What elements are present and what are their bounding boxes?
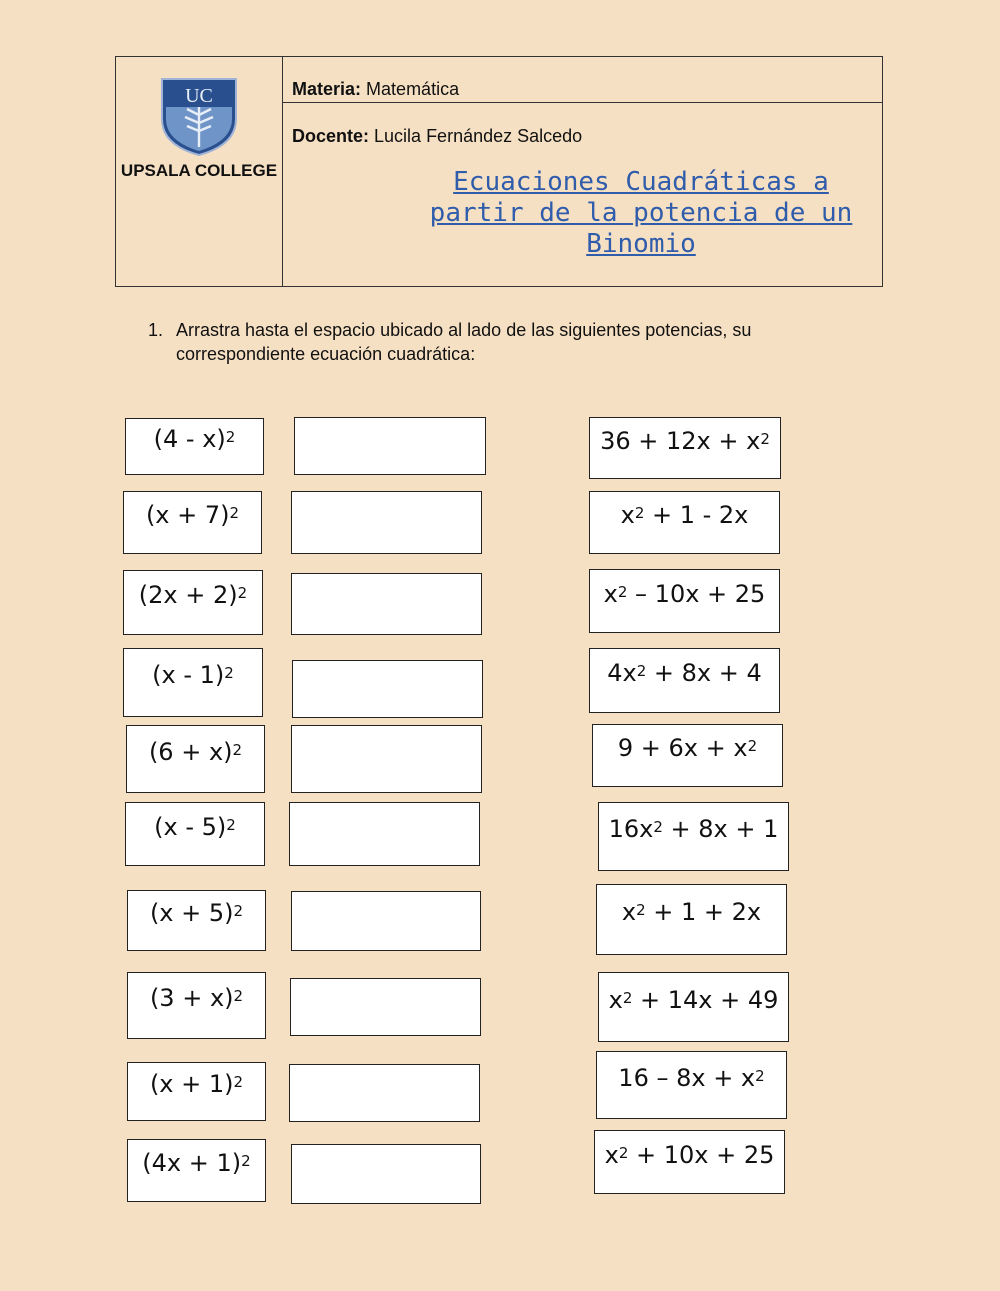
answer-exponent: 2 <box>653 818 663 836</box>
draggable-answer[interactable] <box>598 802 789 871</box>
answer-text: + 14x + 49 <box>632 985 779 1014</box>
college-name: UPSALA COLLEGE <box>120 161 278 180</box>
binomial-box <box>125 418 264 475</box>
binomial-box <box>123 491 262 554</box>
draggable-answer[interactable] <box>598 972 789 1042</box>
docente-label: Docente: <box>292 126 370 146</box>
draggable-answer[interactable] <box>594 1130 785 1194</box>
draggable-answer[interactable] <box>589 569 780 633</box>
draggable-answer[interactable] <box>589 491 780 554</box>
instruction-text: Arrastra hasta el espacio ubicado al lado de las siguientes potencias, su correspondiente ecuación cuadrática: <box>176 320 752 364</box>
binomial-base: (x + 1) <box>149 1070 234 1098</box>
materia-value: Matemática <box>366 79 460 99</box>
binomial-base: (x + 7) <box>145 501 230 529</box>
binomial-exponent: 2 <box>226 815 236 834</box>
answer-text: 9 + 6x + x <box>617 734 748 762</box>
binomial-exponent: 2 <box>224 664 234 682</box>
binomial-base: (3 + x) <box>149 984 234 1012</box>
answer-text: 16x <box>608 815 654 843</box>
answer-drop-zone[interactable] <box>290 978 481 1036</box>
binomial-box <box>127 1139 266 1202</box>
answer-text: x <box>620 501 635 529</box>
draggable-answer[interactable] <box>596 1051 787 1119</box>
binomial-base: (4x + 1) <box>142 1149 242 1177</box>
svg-text:UC: UC <box>185 85 213 107</box>
binomial-exponent: 2 <box>241 1152 251 1170</box>
binomial-base: (x + 5) <box>149 899 234 927</box>
binomial-exponent: 2 <box>233 1073 244 1091</box>
binomial-box <box>123 570 263 635</box>
answer-exponent: 2 <box>760 429 770 448</box>
answer-exponent: 2 <box>634 504 645 522</box>
binomial-exponent: 2 <box>229 504 240 522</box>
binomial-exponent: 2 <box>233 987 244 1005</box>
instruction-number: 1. <box>148 320 164 340</box>
logo-cell <box>116 57 283 286</box>
page-title: Ecuaciones Cuadráticas a partir de la potencia de un Binomio <box>429 167 853 259</box>
docente-row <box>292 126 582 147</box>
draggable-answer[interactable] <box>592 724 783 787</box>
answer-drop-zone[interactable] <box>289 1064 480 1122</box>
binomial-box <box>123 648 263 717</box>
answer-drop-zone[interactable] <box>294 417 486 475</box>
answer-exponent: 2 <box>617 582 628 601</box>
answer-drop-zone[interactable] <box>291 891 481 951</box>
materia-label: Materia: <box>292 79 362 99</box>
header-table <box>115 56 883 287</box>
answer-text: + 10x + 25 <box>628 1140 775 1169</box>
binomial-exponent: 2 <box>232 740 243 759</box>
answer-text: + 8x + 4 <box>646 659 762 687</box>
instruction <box>148 318 848 366</box>
binomial-exponent: 2 <box>225 428 236 446</box>
binomial-base: (6 + x) <box>148 737 233 766</box>
docente-value: Lucila Fernández Salcedo <box>374 126 583 146</box>
answer-text: – 10x + 25 <box>627 579 766 608</box>
answer-exponent: 2 <box>636 662 647 680</box>
answer-text: x <box>621 898 637 926</box>
answer-text: x <box>604 1140 619 1169</box>
draggable-answer[interactable] <box>596 884 787 955</box>
answer-text: x <box>603 579 618 608</box>
binomial-base: (2x + 2) <box>138 581 238 609</box>
answer-text: + 1 + 2x <box>645 898 762 926</box>
binomial-exponent: 2 <box>233 902 244 920</box>
answer-text: 16 – 8x + x <box>618 1063 756 1092</box>
answer-exponent: 2 <box>747 737 758 755</box>
answer-text: x <box>608 985 623 1014</box>
answer-exponent: 2 <box>755 1066 765 1085</box>
answer-drop-zone[interactable] <box>291 725 482 793</box>
answer-drop-zone[interactable] <box>291 491 482 554</box>
answer-drop-zone[interactable] <box>292 660 483 718</box>
binomial-base: (x - 5) <box>154 812 227 841</box>
answer-drop-zone[interactable] <box>291 1144 481 1204</box>
binomial-base: (4 - x) <box>153 425 226 453</box>
answer-exponent: 2 <box>622 988 633 1007</box>
binomial-box <box>127 1062 266 1121</box>
answer-drop-zone[interactable] <box>289 802 480 866</box>
binomial-box <box>125 802 265 866</box>
college-crest-icon <box>160 77 238 157</box>
answer-drop-zone[interactable] <box>291 573 482 635</box>
answer-exponent: 2 <box>618 1143 629 1162</box>
answer-text: 36 + 12x + x <box>600 426 761 455</box>
draggable-answer[interactable] <box>589 648 780 713</box>
answer-text: 4x <box>607 659 637 687</box>
answer-text: + 1 - 2x <box>644 501 749 529</box>
binomial-base: (x - 1) <box>152 661 225 689</box>
binomial-box <box>127 972 266 1039</box>
draggable-answer[interactable] <box>589 417 781 479</box>
answer-exponent: 2 <box>636 901 646 919</box>
binomial-box <box>126 725 265 793</box>
binomial-box <box>127 890 266 951</box>
binomial-exponent: 2 <box>237 584 248 602</box>
answer-text: + 8x + 1 <box>662 815 779 843</box>
materia-row <box>283 57 882 103</box>
